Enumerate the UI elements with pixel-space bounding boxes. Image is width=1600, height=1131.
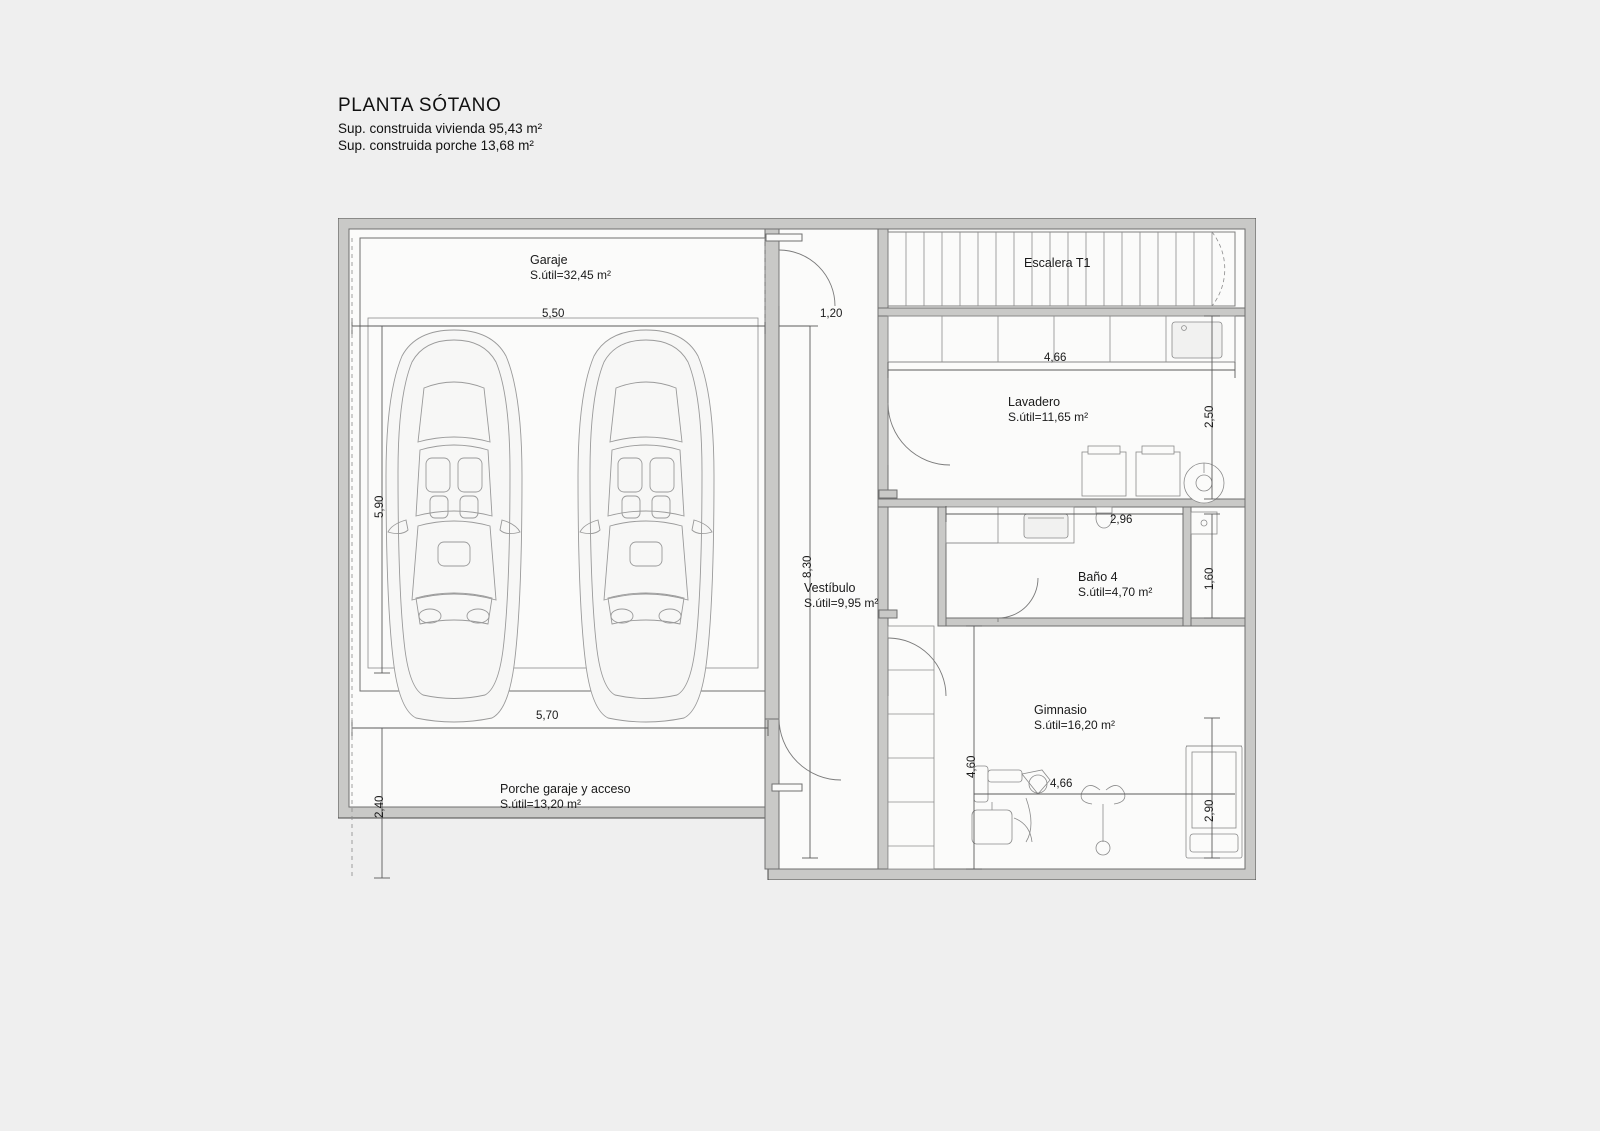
plan-drawing [338, 218, 1256, 880]
dim-gimnasio-right: 2,90 [1204, 799, 1216, 822]
dim-vestibulo-top: 1,20 [820, 308, 843, 320]
page-title: PLANTA SÓTANO [338, 95, 502, 116]
dim-bano-height: 1,60 [1204, 567, 1216, 590]
dim-garaje-width: 5,50 [542, 308, 565, 320]
room-label-vestibulo: Vestíbulo S.útil=9,95 m² [804, 581, 879, 610]
room-label-escalera: Escalera T1 [1024, 256, 1091, 270]
room-label-lavadero: Lavadero S.útil=11,65 m² [1008, 395, 1089, 424]
title-block [338, 95, 542, 153]
built-area-dwelling: Sup. construida vivienda 95,43 m² [338, 121, 543, 136]
room-label-bano4: Baño 4 S.útil=4,70 m² [1078, 570, 1153, 599]
dim-lavadero-height: 2,50 [1204, 405, 1216, 428]
dim-porche-width: 5,70 [536, 710, 559, 722]
dim-porche-height: 2,40 [374, 795, 386, 818]
dim-garaje-height: 5,90 [374, 495, 386, 518]
room-label-porche: Porche garaje y acceso S.útil=13,20 m² [500, 782, 631, 811]
room-label-gimnasio: Gimnasio S.útil=16,20 m² [1034, 703, 1116, 732]
built-area-porch: Sup. construida porche 13,68 m² [338, 138, 534, 153]
dim-vestibulo-height: 8,30 [802, 555, 814, 578]
dim-gimnasio-width: 4,66 [1050, 778, 1073, 790]
dim-gimnasio-height: 4,60 [966, 755, 978, 778]
room-label-garaje: Garaje S.útil=32,45 m² [530, 253, 612, 282]
dim-bano-width: 2,96 [1110, 514, 1133, 526]
plan-geometry [338, 218, 1256, 880]
dim-lavadero-width: 4,66 [1044, 352, 1067, 364]
